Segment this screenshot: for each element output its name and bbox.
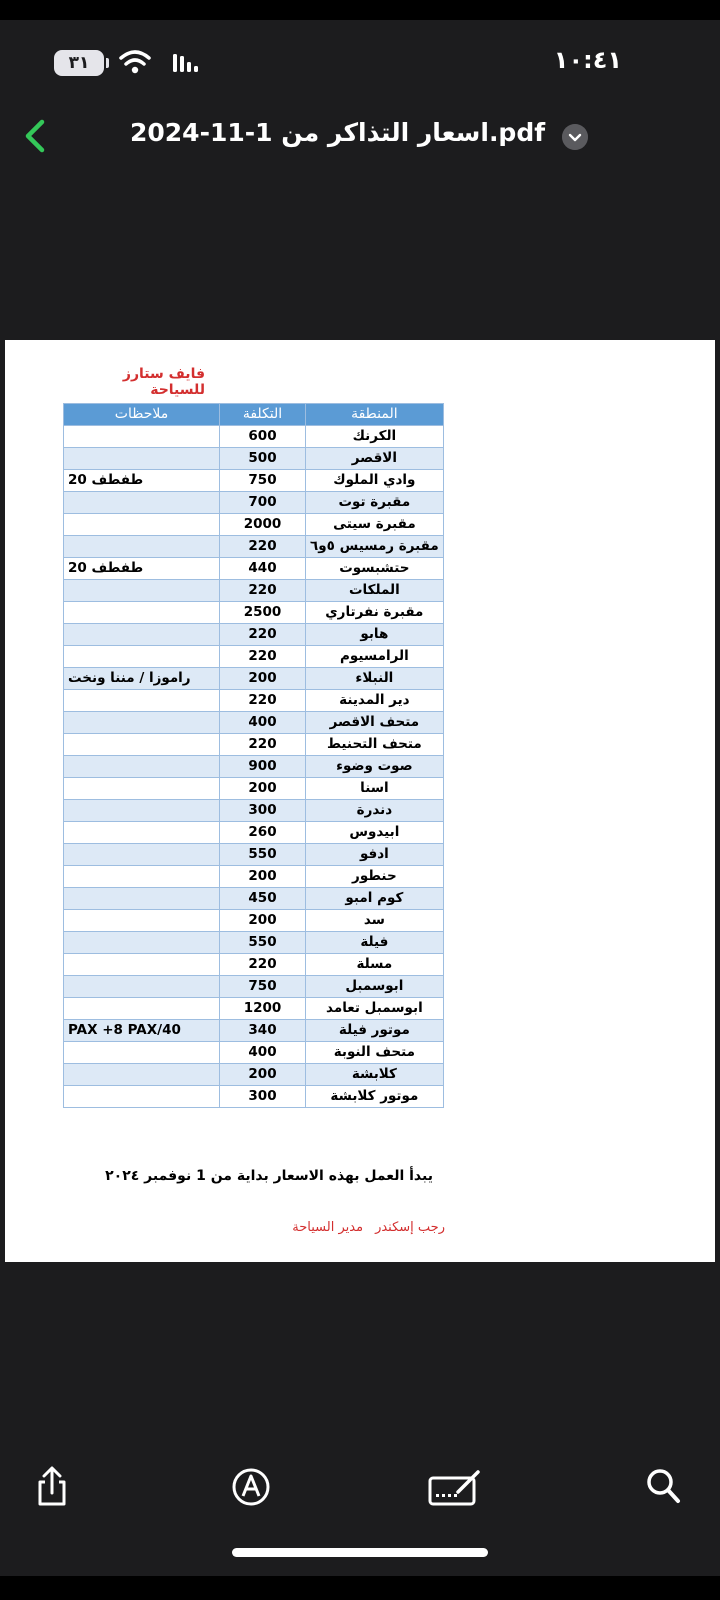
area-cell: كلابشة bbox=[306, 1064, 444, 1086]
status-bar bbox=[0, 44, 720, 80]
cost-cell: 400 bbox=[220, 712, 306, 734]
area-cell: متحف الاقصر bbox=[306, 712, 444, 734]
cost-cell: 2000 bbox=[220, 514, 306, 536]
notes-cell: 40/PAX +8 PAX bbox=[64, 1020, 220, 1042]
cost-cell: 750 bbox=[220, 976, 306, 998]
notes-cell: راموزا / مننا ونخت bbox=[64, 668, 220, 690]
cost-cell: 220 bbox=[220, 536, 306, 558]
area-cell: دير المدينة bbox=[306, 690, 444, 712]
table-row bbox=[64, 1042, 444, 1064]
cost-cell: 200 bbox=[220, 866, 306, 888]
table-row bbox=[64, 536, 444, 558]
table-row bbox=[64, 888, 444, 910]
table-row bbox=[64, 624, 444, 646]
notes-cell bbox=[64, 800, 220, 822]
cost-cell: 550 bbox=[220, 844, 306, 866]
area-cell: مسلة bbox=[306, 954, 444, 976]
cost-cell: 260 bbox=[220, 822, 306, 844]
cost-cell: 200 bbox=[220, 910, 306, 932]
area-cell: موتور فيلة bbox=[306, 1020, 444, 1042]
company-name: فايف ستارز للسياحة bbox=[122, 366, 205, 398]
table-row bbox=[64, 558, 444, 580]
price-table bbox=[63, 403, 444, 1108]
table-row bbox=[64, 976, 444, 998]
notes-cell bbox=[64, 646, 220, 668]
table-row bbox=[64, 690, 444, 712]
area-cell: كوم امبو bbox=[306, 888, 444, 910]
table-row bbox=[64, 1020, 444, 1042]
signature-name: رجب إسكندر bbox=[375, 1220, 445, 1235]
markup-icon[interactable] bbox=[230, 1466, 272, 1508]
notes-cell bbox=[64, 1042, 220, 1064]
notes-cell bbox=[64, 1086, 220, 1108]
notes-cell bbox=[64, 580, 220, 602]
area-cell: مقبرة سيتى bbox=[306, 514, 444, 536]
pdf-page[interactable] bbox=[5, 340, 715, 1262]
table-row bbox=[64, 712, 444, 734]
notes-cell bbox=[64, 910, 220, 932]
table-row bbox=[64, 426, 444, 448]
area-cell: حنطور bbox=[306, 866, 444, 888]
area-cell: موتور كلابشة bbox=[306, 1086, 444, 1108]
table-row bbox=[64, 778, 444, 800]
cost-cell: 1200 bbox=[220, 998, 306, 1020]
notes-cell bbox=[64, 976, 220, 998]
home-indicator[interactable] bbox=[232, 1548, 488, 1557]
header-cost: التكلفة bbox=[220, 404, 306, 426]
notes-cell bbox=[64, 734, 220, 756]
cost-cell: 200 bbox=[220, 778, 306, 800]
signature-title: مدير السياحة bbox=[292, 1220, 364, 1235]
cost-cell: 220 bbox=[220, 734, 306, 756]
notes-cell bbox=[64, 756, 220, 778]
header-area: المنطقة bbox=[306, 404, 444, 426]
notes-cell bbox=[64, 888, 220, 910]
cost-cell: 600 bbox=[220, 426, 306, 448]
cost-cell: 340 bbox=[220, 1020, 306, 1042]
table-row bbox=[64, 954, 444, 976]
area-cell: صوت وضوء bbox=[306, 756, 444, 778]
table-row bbox=[64, 448, 444, 470]
notes-cell bbox=[64, 998, 220, 1020]
top-frame bbox=[0, 0, 720, 20]
cost-cell: 450 bbox=[220, 888, 306, 910]
notes-cell bbox=[64, 1064, 220, 1086]
table-row bbox=[64, 734, 444, 756]
signature-block bbox=[275, 1220, 445, 1235]
table-row bbox=[64, 844, 444, 866]
notes-cell bbox=[64, 536, 220, 558]
bottom-frame bbox=[0, 1576, 720, 1600]
area-cell: دندرة bbox=[306, 800, 444, 822]
table-row bbox=[64, 646, 444, 668]
cost-cell: 2500 bbox=[220, 602, 306, 624]
area-cell: مقبرة رمسيس ٥و٦ bbox=[306, 536, 444, 558]
cost-cell: 700 bbox=[220, 492, 306, 514]
notes-cell bbox=[64, 426, 220, 448]
notes-cell bbox=[64, 514, 220, 536]
area-cell: ابوسمبل bbox=[306, 976, 444, 998]
notes-cell bbox=[64, 624, 220, 646]
annotate-icon[interactable] bbox=[428, 1466, 484, 1508]
cost-cell: 220 bbox=[220, 954, 306, 976]
table-row bbox=[64, 514, 444, 536]
table-header-row bbox=[64, 404, 444, 426]
battery-indicator: ٣١ bbox=[54, 50, 104, 76]
area-cell: وادي الملوك bbox=[306, 470, 444, 492]
area-cell: ابيدوس bbox=[306, 822, 444, 844]
header-notes: ملاحظات bbox=[64, 404, 220, 426]
area-cell: متحف النوبة bbox=[306, 1042, 444, 1064]
cost-cell: 220 bbox=[220, 580, 306, 602]
notes-cell bbox=[64, 954, 220, 976]
cost-cell: 220 bbox=[220, 624, 306, 646]
document-title[interactable]: 2024-11-1 اسعار التذاكر من.pdf bbox=[130, 118, 546, 147]
notes-cell bbox=[64, 712, 220, 734]
cost-cell: 300 bbox=[220, 800, 306, 822]
area-cell: النبلاء bbox=[306, 668, 444, 690]
notes-cell bbox=[64, 690, 220, 712]
area-cell: مقبرة توت bbox=[306, 492, 444, 514]
table-row bbox=[64, 1086, 444, 1108]
table-row bbox=[64, 580, 444, 602]
cost-cell: 200 bbox=[220, 1064, 306, 1086]
area-cell: ادفو bbox=[306, 844, 444, 866]
area-cell: سد bbox=[306, 910, 444, 932]
table-row bbox=[64, 602, 444, 624]
table-row bbox=[64, 910, 444, 932]
notes-cell bbox=[64, 778, 220, 800]
cost-cell: 220 bbox=[220, 646, 306, 668]
area-cell: الرامسيوم bbox=[306, 646, 444, 668]
area-cell: هابو bbox=[306, 624, 444, 646]
area-cell: اسنا bbox=[306, 778, 444, 800]
table-row bbox=[64, 470, 444, 492]
status-time: ١٠:٤١ bbox=[553, 46, 622, 74]
wifi-icon bbox=[118, 48, 152, 76]
share-icon[interactable] bbox=[32, 1466, 72, 1508]
notes-cell: طفطف 20 bbox=[64, 470, 220, 492]
area-cell: الكرنك bbox=[306, 426, 444, 448]
table-row bbox=[64, 932, 444, 954]
cost-cell: 750 bbox=[220, 470, 306, 492]
table-row bbox=[64, 822, 444, 844]
area-cell: مقبرة نفرتاري bbox=[306, 602, 444, 624]
cost-cell: 300 bbox=[220, 1086, 306, 1108]
search-icon[interactable] bbox=[644, 1466, 684, 1508]
chevron-down-icon[interactable] bbox=[562, 124, 588, 150]
notes-cell bbox=[64, 844, 220, 866]
cost-cell: 550 bbox=[220, 932, 306, 954]
notes-cell bbox=[64, 448, 220, 470]
cost-cell: 500 bbox=[220, 448, 306, 470]
area-cell: ابوسمبل تعامد bbox=[306, 998, 444, 1020]
table-row bbox=[64, 492, 444, 514]
signal-icon bbox=[172, 52, 202, 74]
table-row bbox=[64, 1064, 444, 1086]
notes-cell bbox=[64, 932, 220, 954]
table-row bbox=[64, 756, 444, 778]
area-cell: الملكات bbox=[306, 580, 444, 602]
cost-cell: 440 bbox=[220, 558, 306, 580]
notes-cell: طفطف 20 bbox=[64, 558, 220, 580]
notes-cell bbox=[64, 866, 220, 888]
area-cell: الاقصر bbox=[306, 448, 444, 470]
notes-cell bbox=[64, 822, 220, 844]
cost-cell: 400 bbox=[220, 1042, 306, 1064]
cost-cell: 200 bbox=[220, 668, 306, 690]
back-chevron-icon[interactable] bbox=[18, 118, 54, 154]
table-body bbox=[64, 426, 444, 1108]
area-cell: فيلة bbox=[306, 932, 444, 954]
notes-cell bbox=[64, 602, 220, 624]
effective-date-note: يبدأ العمل بهذه الاسعار بداية من 1 نوفمبر ٢٠٢٤ bbox=[105, 1168, 433, 1184]
area-cell: حتشبسوت bbox=[306, 558, 444, 580]
cost-cell: 220 bbox=[220, 690, 306, 712]
cost-cell: 900 bbox=[220, 756, 306, 778]
notes-cell bbox=[64, 492, 220, 514]
table-row bbox=[64, 998, 444, 1020]
table-row bbox=[64, 866, 444, 888]
area-cell: متحف التحنيط bbox=[306, 734, 444, 756]
table-row bbox=[64, 668, 444, 690]
table-row bbox=[64, 800, 444, 822]
